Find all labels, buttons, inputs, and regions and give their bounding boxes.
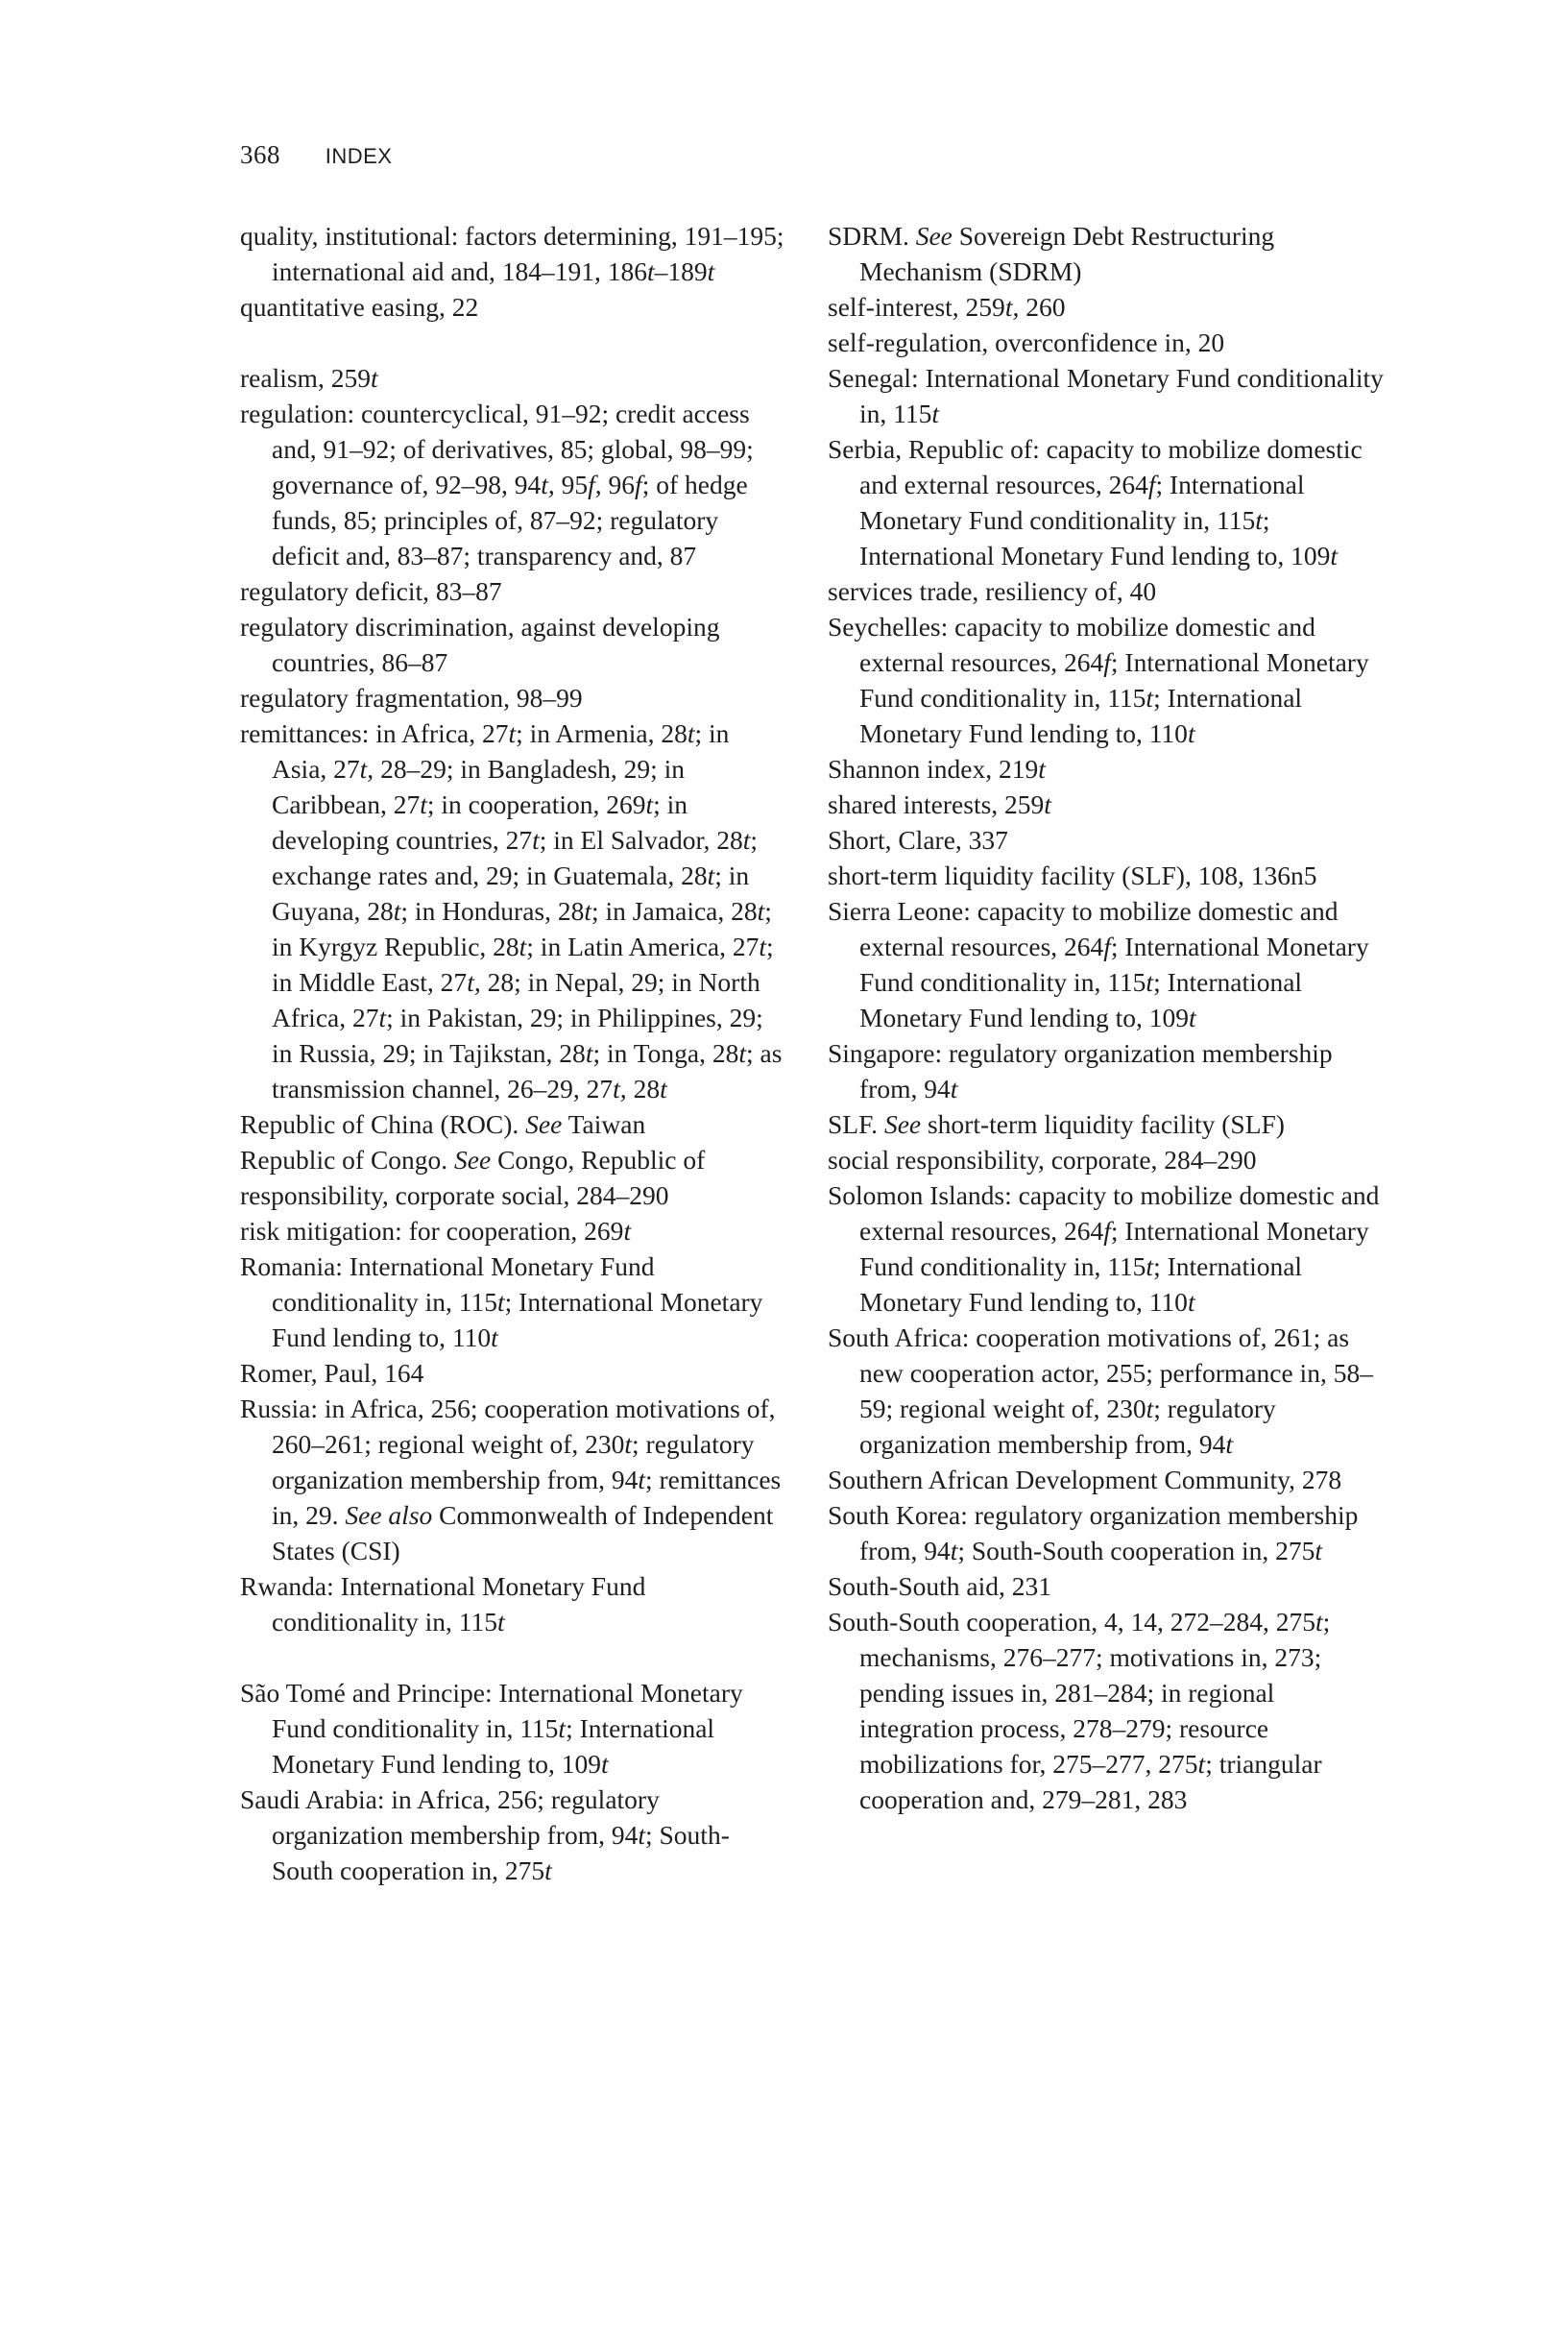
index-entry-text: ; as transmission channel, 26–29, 27 (272, 1038, 783, 1103)
index-entry-italic-text: t (638, 1820, 645, 1850)
index-entry-text: quality, institutional: factors determining, 191–195; international aid and, 184–191, 186 (240, 221, 784, 286)
index-entry-italic-text: t (544, 1855, 552, 1885)
index-entry-italic-text: t (1187, 718, 1195, 748)
index-entry-italic-text: f (1103, 932, 1111, 961)
letter-group-gap (240, 1639, 787, 1675)
index-entry-italic-text: t (558, 1713, 567, 1743)
index-entry-text: Serbia, Republic of: capacity to mobilize domestic and external resources, 264 (828, 434, 1363, 499)
index-entry-italic-text: t (584, 896, 592, 926)
index-entry-italic-text: See (915, 221, 953, 251)
index-entry (240, 218, 787, 289)
index-entry-text: Congo, Republic of (491, 1145, 706, 1175)
index-entry (240, 573, 787, 609)
index-entry (828, 360, 1385, 431)
index-entry-text: regulation: countercyclical, 91–92; credit access and, 91–92; of derivatives, 85; global, 98–99; governance of, 92–98, 94 (240, 399, 754, 499)
index-entry (828, 822, 1385, 858)
index-entry (240, 1177, 787, 1213)
index-entry (240, 360, 787, 396)
index-entry-italic-text: t (508, 718, 517, 748)
index-entry-italic-text: t (1187, 1287, 1195, 1317)
index-entry-text: ; in Kyrgyz Republic, 28 (272, 896, 772, 961)
index-entry-italic-text: t (1038, 754, 1046, 784)
index-entry-italic-text: t (1315, 1536, 1322, 1565)
index-entry-italic-text: f, (588, 470, 602, 499)
index-entry (828, 1462, 1385, 1497)
index-entry-italic-text: t (532, 825, 540, 855)
index-entry-text: ; South-South cooperation in, 275 (957, 1536, 1315, 1565)
index-entry (828, 289, 1385, 325)
index-entry-italic-text: t, (613, 1074, 627, 1103)
index-entry-text: Republic of Congo. (240, 1145, 455, 1175)
index-entry (828, 1142, 1385, 1177)
index-entry-text: Sierra Leone: capacity to mobilize domestic and external resources, 264 (828, 896, 1339, 961)
index-entry-text: risk mitigation: for cooperation, 269 (240, 1216, 624, 1246)
index-entry-text: 260 (1019, 292, 1066, 322)
index-entry (828, 1497, 1385, 1568)
index-entry (240, 289, 787, 325)
index-entry-italic-text: t (623, 1216, 632, 1246)
index-entry-text: 96 (601, 470, 636, 499)
index-entry (240, 1675, 787, 1782)
index-entry-italic-text: t, (541, 470, 555, 499)
index-entry-text: Sovereign Debt Restructuring Mechanism (SDRM) (859, 221, 1275, 286)
index-entry-text: ; exchange rates and, 29; in Guatemala, 28 (272, 825, 759, 890)
index-entry (240, 1106, 787, 1142)
index-entry-text: South-South aid, 231 (828, 1571, 1051, 1601)
index-entry-text: remittances: in Africa, 27 (240, 718, 509, 748)
index-entry-text: realism, 259 (240, 363, 371, 393)
index-entry-text: ; of hedge funds, 85; principles of, 87–92; regulatory deficit and, 83–87; transparency and, 87 (272, 470, 748, 570)
index-entry-italic-text: t (1188, 1003, 1196, 1032)
running-head (240, 137, 393, 174)
index-entry (240, 1249, 787, 1355)
index-entry-text: Saudi Arabia: in Africa, 256; regulatory organization membership from, 94 (240, 1784, 660, 1850)
index-entry-text: quantitative easing, 22 (240, 292, 479, 322)
index-entry-italic-text: f (1147, 470, 1156, 499)
index-entry-text: 95 (554, 470, 589, 499)
index-entry-text: ; in developing countries, 27 (272, 789, 688, 855)
index-entry (240, 1391, 787, 1568)
index-entry-italic-text: t (759, 932, 767, 961)
index-entry-text: social responsibility, corporate, 284–290 (828, 1145, 1257, 1175)
index-entry-text: ; remittances in, 29. (272, 1465, 782, 1530)
index-entry-text: ; in Tonga, 28 (592, 1038, 739, 1068)
letter-group-gap (240, 325, 787, 360)
index-entry-text: ; International Monetary Fund lending to, 109 (859, 967, 1303, 1032)
index-entry-italic-text: t (1146, 1251, 1154, 1281)
index-entry (828, 787, 1385, 822)
index-entry (240, 715, 787, 1106)
index-entry (828, 1035, 1385, 1106)
index-entry-text: ; in Jamaica, 28 (591, 896, 758, 926)
index-entry-text: ; in Pakistan, 29; in Philippines, 29; in Russia, 29; in Tajikstan, 28 (272, 1003, 763, 1068)
index-entry (828, 858, 1385, 893)
index-entry-text: Solomon Islands: capacity to mobilize domestic and external resources, 264 (828, 1180, 1380, 1246)
index-entry-text: South Africa: cooperation motivations of, 261; as new cooperation actor, 255; performance in, 58–59; regional weight of, 230 (828, 1322, 1373, 1423)
index-entry (828, 1320, 1385, 1462)
index-entry-italic-text: t (600, 1749, 609, 1779)
index-entry-text: self-interest, 259 (828, 292, 1005, 322)
index-entry-text: 28 (626, 1074, 661, 1103)
index-entry-text: ; in Asia, 27 (272, 718, 730, 784)
index-entry-text: services trade, resiliency of, 40 (828, 576, 1157, 606)
index-entry-italic-text: See (454, 1145, 492, 1175)
index-entry-text: Commonwealth of Independent States (CSI) (272, 1500, 774, 1565)
index-entry (828, 1177, 1385, 1320)
index-entry (240, 396, 787, 573)
index-column-right (828, 218, 1385, 1817)
index-entry-italic-text: t (707, 256, 715, 286)
index-entry (240, 1568, 787, 1639)
index-entry-italic-text: t (1315, 1607, 1323, 1637)
index-entry-italic-text: t (1146, 967, 1154, 997)
index-entry-italic-text: t (1330, 541, 1338, 570)
index-entry-text: SLF. (828, 1109, 884, 1139)
index-entry-text: ; triangular cooperation and, 279–281, 283 (859, 1749, 1322, 1814)
index-entry-italic-text: t (1197, 1749, 1206, 1779)
index-entry (240, 1782, 787, 1888)
index-entry (240, 1213, 787, 1249)
index-entry-italic-text: t (497, 1607, 505, 1637)
index-entry-italic-text: t (491, 1322, 498, 1352)
index-entry-text: Russia: in Africa, 256; cooperation motivations of, 260–261; regional weight of, 230 (240, 1394, 776, 1459)
index-entry-text: short-term liquidity facility (SLF) (921, 1109, 1285, 1139)
index-entry-italic-text: t (950, 1536, 958, 1565)
index-entry-text: São Tomé and Principe: International Monetary Fund conditionality in, 115 (240, 1678, 743, 1743)
index-entry (240, 680, 787, 715)
index-entry-italic-text: t (1146, 683, 1154, 713)
index-entry-italic-text: t (519, 932, 527, 961)
index-entry (240, 1355, 787, 1391)
index-entry-italic-text: t (738, 1038, 746, 1068)
index-entry-text: ; International Monetary Fund lending to, 110 (859, 683, 1303, 748)
index-entry-text: Rwanda: International Monetary Fund conditionality in, 115 (240, 1571, 646, 1637)
index-entry-italic-text: t (1225, 1429, 1233, 1459)
index-entry (828, 218, 1385, 289)
index-entry-italic-text: See also (345, 1500, 433, 1530)
index-entry-italic-text: t (1044, 789, 1051, 819)
index-entry (828, 751, 1385, 787)
index-entry-italic-text: t (645, 789, 654, 819)
index-entry-italic-text: t (660, 1074, 667, 1103)
index-entry-italic-text: See (525, 1109, 563, 1139)
index-entry-text: ; International Monetary Fund conditionality in, 115 (859, 647, 1369, 713)
index-entry-italic-text: t (757, 896, 765, 926)
index-entry-text: Senegal: International Monetary Fund conditionality in, 115 (828, 363, 1384, 428)
index-entry-text: ; in Middle East, 27 (272, 932, 774, 997)
index-entry-italic-text: See (883, 1109, 922, 1139)
index-entry-text: Romer, Paul, 164 (240, 1358, 424, 1388)
index-entry-italic-text: t (370, 363, 378, 393)
index-entry-italic-text: t (497, 1287, 505, 1317)
index-entry-text: ; in Guyana, 28 (272, 861, 750, 926)
index-entry-text: regulatory discrimination, against developing countries, 86–87 (240, 612, 720, 677)
index-entry-text: ; South-South cooperation in, 275 (272, 1820, 730, 1885)
index-entry-text: regulatory fragmentation, 98–99 (240, 683, 583, 713)
index-entry-text: Taiwan (562, 1109, 646, 1139)
index-entry-italic-text: f (1103, 647, 1111, 677)
index-entry-text: South Korea: regulatory organization membership from, 94 (828, 1500, 1359, 1565)
index-entry (828, 1604, 1385, 1817)
index-entry-italic-text: t (420, 789, 427, 819)
index-entry-text: ; mechanisms, 276–277; motivations in, 273; pending issues in, 281–284; in regional integration process, 278–279; resource mobilizations for, 275–277, 275 (859, 1607, 1331, 1779)
index-entry (828, 325, 1385, 360)
index-entry-italic-text: t (687, 718, 695, 748)
index-entry-text: ; in cooperation, 269 (426, 789, 646, 819)
index-entry (828, 609, 1385, 751)
index-entry-italic-text: t (742, 825, 751, 855)
index-entry-text: Republic of China (ROC). (240, 1109, 526, 1139)
index-entry-text: –189 (654, 256, 708, 286)
index-entry-italic-text: t (707, 861, 715, 890)
index-entry-italic-text: f (1103, 1216, 1111, 1246)
index-entry-text: ; in Latin America, 27 (526, 932, 760, 961)
index-entry-italic-text: t (393, 896, 401, 926)
index-entry-text: ; in Armenia, 28 (516, 718, 688, 748)
index-column-left (240, 218, 787, 1888)
index-entry (828, 1568, 1385, 1604)
index-entry (828, 431, 1385, 573)
index-entry-italic-text: t, (359, 754, 374, 784)
index-entry-text: ; International Monetary Fund conditionality in, 115 (859, 932, 1369, 997)
index-entry-text: 28–29; in Bangladesh, 29; in Caribbean, 27 (272, 754, 686, 819)
index-entry-text: ; in Honduras, 28 (400, 896, 585, 926)
index-entry (828, 573, 1385, 609)
index-entry-text: South-South cooperation, 4, 14, 272–284, 275 (828, 1607, 1315, 1637)
index-entry-italic-text: t (950, 1074, 958, 1103)
index-entry-text: Seychelles: capacity to mobilize domestic and external resources, 264 (828, 612, 1315, 677)
index-entry-text: ; regulatory organization membership from, 94 (272, 1429, 755, 1494)
index-entry-text: ; regulatory organization membership from, 94 (859, 1394, 1276, 1459)
index-entry-text: Singapore: regulatory organization membership from, 94 (828, 1038, 1333, 1103)
index-entry-text: Shannon index, 219 (828, 754, 1039, 784)
index-entry-italic-text: t (931, 399, 940, 428)
index-entry-italic-text: t (585, 1038, 593, 1068)
index-entry (828, 893, 1385, 1035)
index-entry-text: self-regulation, overconfidence in, 20 (828, 327, 1225, 357)
index-entry-text: responsibility, corporate social, 284–290 (240, 1180, 669, 1210)
index-entry-text: Southern African Development Community, 278 (828, 1465, 1342, 1494)
index-entry-text: short-term liquidity facility (SLF), 108, 136n5 (828, 861, 1317, 890)
index-entry-italic-text: f (635, 470, 642, 499)
index-entry (828, 1106, 1385, 1142)
index-entry-italic-text: t, (1004, 292, 1020, 322)
index-entry-italic-text: t (378, 1003, 387, 1032)
index-entry-italic-text: t (638, 1465, 645, 1494)
index-entry (240, 609, 787, 680)
index-entry-text: ; International Monetary Fund lending to, 109 (272, 1713, 715, 1779)
index-entry-text: ; International Monetary Fund lending to, 110 (272, 1287, 763, 1352)
index-entry-text: ; International Monetary Fund conditionality in, 115 (859, 1216, 1369, 1281)
index-entry-text: Short, Clare, 337 (828, 825, 1008, 855)
index-entry-text: SDRM. (828, 221, 916, 251)
index-entry-text: ; in El Salvador, 28 (539, 825, 743, 855)
index-entry-text: ; International Monetary Fund lending to, 110 (859, 1251, 1303, 1317)
index-entry-text: regulatory deficit, 83–87 (240, 576, 502, 606)
index-entry (240, 1142, 787, 1177)
index-entry-italic-text: t (624, 1429, 633, 1459)
index-entry-italic-text: t (1146, 1394, 1154, 1423)
page-number: 368 (240, 140, 280, 169)
index-entry-text: 28; in Nepal, 29; in North Africa, 27 (272, 967, 760, 1032)
index-entry-text: ; International Monetary Fund lending to, 109 (859, 505, 1331, 570)
index-entry-text: shared interests, 259 (828, 789, 1045, 819)
index-entry-text: ; International Monetary Fund conditionality in, 115 (859, 470, 1305, 535)
index-entry-italic-text: t, (467, 967, 481, 997)
index-entry-text: Romania: International Monetary Fund conditionality in, 115 (240, 1251, 655, 1317)
index-entry-italic-text: t (1255, 505, 1263, 535)
section-title: INDEX (325, 144, 393, 168)
index-entry-italic-text: t (647, 256, 655, 286)
